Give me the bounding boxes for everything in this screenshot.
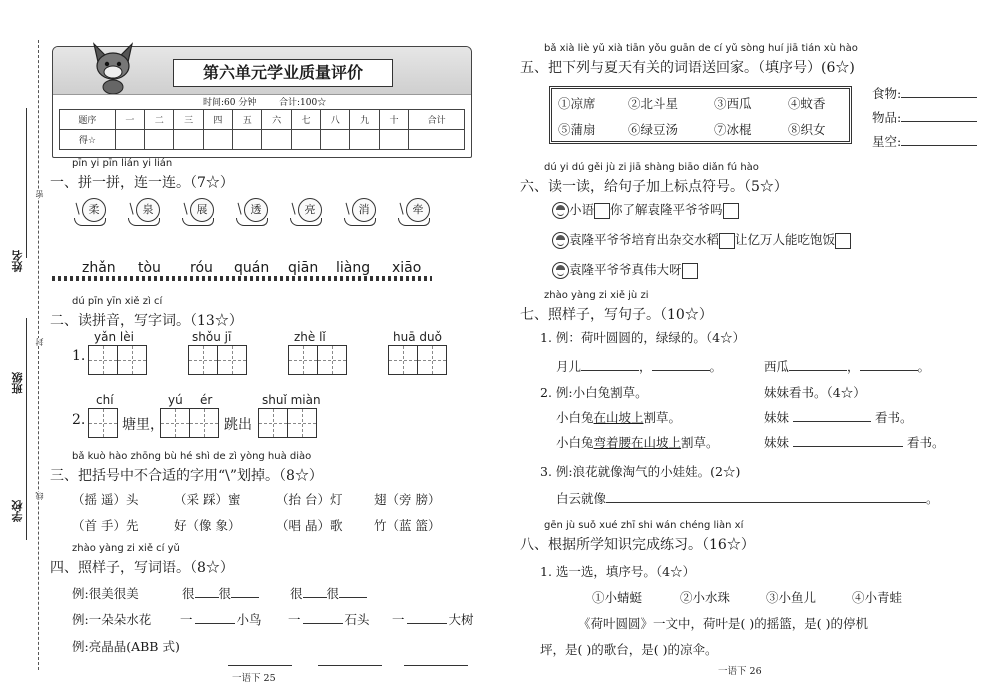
score-cell[interactable] [409, 130, 465, 150]
cell: 二 [145, 110, 174, 130]
cell: 八 [321, 110, 350, 130]
q3-item[interactable]: （首 手）先 [72, 518, 139, 533]
q7-example-2: 2. 例:小白兔割草。 [540, 385, 648, 400]
q4-pinyin: zhào yàng zi xiě cí yǔ [72, 543, 180, 554]
score-cell[interactable] [291, 130, 320, 150]
word-pinyin: zhè lǐ [294, 330, 326, 344]
avatar-icon [552, 232, 569, 249]
cell: 四 [203, 110, 232, 130]
pinyin-option[interactable]: quán [234, 260, 270, 276]
q8-title: 八、根据所学知识完成练习。（16☆） [520, 537, 755, 553]
q7-example-1: 1. 例：荷叶圆圆的，绿绿的。（4☆） [540, 330, 746, 345]
answer-blank[interactable] [404, 651, 468, 670]
q4-title: 四、照样子，写词语。（8☆） [50, 560, 234, 576]
punct-box[interactable] [594, 203, 610, 219]
word-pinyin: shuǐ miàn [262, 393, 321, 407]
pinyin-option[interactable]: zhǎn [82, 260, 116, 276]
score-cell[interactable] [174, 130, 203, 150]
q6-pinyin: dú yi dú gěi jù zi jiā shàng biāo diǎn fú hào [544, 162, 759, 173]
q8-sub1: 1. 选一选，填序号。（4☆） [540, 564, 696, 579]
word-item: ⑤蒲扇 [558, 122, 596, 137]
category-items[interactable]: 物品: [872, 108, 977, 126]
total-label: 合计:100☆ [279, 98, 327, 108]
time-label: 时间:60 分钟 [203, 98, 257, 108]
q6-sentence-3: 袁隆平爷爷真伟大呀 [552, 260, 698, 279]
q8-line-2[interactable]: 坪，是( )的歌台，是( )的凉伞。 [540, 642, 718, 657]
pinyin-option[interactable]: xiāo [392, 260, 422, 276]
snail[interactable]: 消 [344, 198, 378, 226]
q8-option: ③小鱼儿 [766, 590, 817, 605]
fox-mascot-icon [90, 42, 136, 94]
word-pinyin: yǎn lèi [94, 330, 134, 344]
cell: 得☆ [60, 130, 116, 150]
wavy-line [52, 276, 432, 281]
score-cell[interactable] [233, 130, 262, 150]
q6-sentence-1: 小语 你了解袁隆平爷爷吗 [552, 200, 739, 219]
q7-pinyin: zhào yàng zi xiě jù zi [544, 290, 649, 301]
q7-fill[interactable]: 白云就像 。 [556, 491, 939, 506]
q3-item[interactable]: （摇 遥）头 [72, 492, 139, 507]
q2-text: 跳出 [224, 417, 252, 433]
q3-item[interactable]: 翅（旁 膀） [374, 492, 441, 507]
page-footer-right: 一语下 26 [718, 666, 762, 677]
q4-fill: 很 很 [182, 584, 259, 602]
seal-xian: 线 [35, 492, 44, 500]
tianzige[interactable] [88, 345, 147, 375]
q7-title: 七、照样子，写句子。（10☆） [520, 307, 713, 323]
cell: 合计 [409, 110, 465, 130]
answer-blank[interactable] [228, 651, 292, 670]
q4-fill: 一 石头 [288, 612, 370, 627]
q4-fill: 很 很 [290, 584, 367, 602]
q7-sentence: 小白兔在山坡上割草。 [556, 410, 682, 425]
q5-title: 五、把下列与夏天有关的词语送回家。（填序号）(6☆) [520, 60, 855, 76]
category-food[interactable]: 食物: [872, 84, 977, 102]
tianzige[interactable] [388, 345, 447, 375]
q6-title: 六、读一读，给句子加上标点符号。（5☆） [520, 179, 788, 195]
answer-blank[interactable] [318, 651, 382, 670]
word-item: ⑦冰棍 [714, 122, 752, 137]
cell: 七 [291, 110, 320, 130]
word-item: ②北斗星 [628, 96, 679, 111]
score-cell[interactable] [145, 130, 174, 150]
pinyin-option[interactable]: liàng [336, 260, 371, 276]
cell: 三 [174, 110, 203, 130]
seal-feng: 封 [35, 338, 44, 346]
cell: 五 [233, 110, 262, 130]
tianzige[interactable] [258, 408, 317, 438]
punct-box[interactable] [682, 263, 698, 279]
q5-pinyin: bǎ xià liè yǔ xià tiān yǒu guān de cí yǔ sòng huí jiā tián xù hào [544, 43, 858, 54]
name-underline [26, 108, 27, 258]
q3-item[interactable]: 好（像 象） [174, 518, 241, 533]
score-cell[interactable] [203, 130, 232, 150]
category-stars[interactable]: 星空: [872, 132, 977, 150]
punct-box[interactable] [835, 233, 851, 249]
punct-box[interactable] [719, 233, 735, 249]
q7-fill[interactable]: 月儿 ， 。 [556, 359, 723, 374]
pinyin-option[interactable]: qiān [288, 260, 319, 276]
tianzige[interactable] [160, 408, 219, 438]
score-cell[interactable] [262, 130, 291, 150]
word-pinyin: huā duǒ [393, 330, 442, 344]
pinyin-option[interactable]: tòu [138, 260, 161, 276]
q1-title: 一、拼一拼，连一连。（7☆） [50, 175, 234, 191]
word-item: ③西瓜 [714, 96, 752, 111]
tianzige[interactable] [88, 408, 118, 438]
q7-fill[interactable]: 妹妹 看书。 [764, 410, 913, 425]
q8-option: ②小水珠 [680, 590, 731, 605]
q3-item[interactable]: （唱 晶）歌 [276, 518, 343, 533]
word-item: ⑥绿豆汤 [628, 122, 679, 137]
q7-sentence: 小白兔弯着腰在山坡上割草。 [556, 435, 719, 450]
cell: 六 [262, 110, 291, 130]
q8-pinyin: gēn jù suǒ xué zhī shi wán chéng liàn xí [544, 520, 744, 531]
q8-option: ①小蜻蜓 [592, 590, 643, 605]
q4-example-2: 例:一朵朵水花 [72, 612, 152, 627]
snail[interactable]: 透 [236, 198, 270, 226]
binding-line [38, 40, 39, 670]
q8-option: ④小青蛙 [852, 590, 903, 605]
q4-example-3: 例:亮晶晶(ABB 式) [72, 639, 180, 654]
q2-title: 二、读拼音，写字词。（13☆） [50, 313, 243, 329]
exam-title: 第六单元学业质量评价 [173, 59, 393, 87]
word-pinyin: yú [168, 393, 183, 407]
q2-text: 塘里， [122, 417, 164, 433]
word-pinyin: ér [200, 393, 213, 407]
score-cell[interactable] [321, 130, 350, 150]
avatar-icon [552, 202, 569, 219]
cell: 十 [379, 110, 408, 130]
name-label: 姓名 [11, 250, 24, 272]
q2-pinyin: dú pīn yīn xiě zì cí [72, 296, 163, 307]
q2-num2: 2. [72, 412, 86, 428]
q7-example-2-right: 妹妹看书。（4☆） [764, 385, 866, 400]
tianzige[interactable] [288, 345, 347, 375]
score-cell[interactable] [350, 130, 379, 150]
q2-num1: 1. [72, 348, 86, 364]
word-item: ⑧织女 [788, 122, 826, 137]
q6-sentence-2: 袁隆平爷爷培育出杂交水稻 让亿万人能吃饱饭 [552, 230, 851, 249]
snail[interactable]: 牵 [398, 198, 432, 226]
word-box [549, 86, 852, 144]
q8-line-1[interactable]: 《荷叶圆圆》一文中，荷叶是( )的摇篮，是( )的停机 [578, 616, 868, 631]
punct-box[interactable] [723, 203, 739, 219]
class-label: 班级 [11, 372, 24, 394]
q4-example-1: 例:很美很美 [72, 586, 139, 601]
seal-mi: 密 [35, 190, 44, 198]
q3-item[interactable]: 竹（蓝 篮） [374, 518, 441, 533]
q4-fill: 一 小鸟 [180, 612, 262, 627]
tianzige[interactable] [188, 345, 247, 375]
q7-fill[interactable]: 妹妹 看书。 [764, 435, 945, 450]
q7-example-3: 3. 例:浪花就像淘气的小娃娃。(2☆) [540, 464, 741, 479]
school-underline [26, 420, 27, 540]
word-item: ④蚊香 [788, 96, 826, 111]
score-cell[interactable] [115, 130, 144, 150]
cell: 一 [115, 110, 144, 130]
snail[interactable]: 泉 [128, 198, 162, 226]
q3-item[interactable]: （抬 台）灯 [276, 492, 343, 507]
score-header-row [60, 110, 465, 130]
school-label: 学校 [11, 500, 24, 522]
snail[interactable]: 展 [182, 198, 216, 226]
q3-pinyin: bǎ kuò hào zhōng bù hé shì de zì yòng huà diào [72, 451, 312, 462]
q1-pinyin: pīn yi pīn lián yi lián [72, 158, 173, 169]
page-footer-left: 一语下 25 [232, 673, 276, 684]
score-row [60, 130, 465, 150]
word-pinyin: shǒu jī [192, 330, 232, 344]
word-pinyin: chí [96, 393, 114, 407]
q3-item[interactable]: （采 踩）蜜 [174, 492, 241, 507]
q7-fill[interactable]: 西瓜 ， 。 [764, 359, 931, 374]
q4-fill: 一 大树 [392, 612, 474, 627]
score-cell[interactable] [379, 130, 408, 150]
q3-title: 三、把括号中不合适的字用“\”划掉。（8☆） [50, 468, 323, 484]
cell: 九 [350, 110, 379, 130]
cell: 题序 [60, 110, 116, 130]
snail[interactable]: 亮 [290, 198, 324, 226]
word-item: ①凉席 [558, 96, 596, 111]
score-table [59, 109, 465, 150]
snail[interactable]: 柔 [74, 198, 108, 226]
avatar-icon [552, 262, 569, 279]
pinyin-option[interactable]: róu [190, 260, 213, 276]
